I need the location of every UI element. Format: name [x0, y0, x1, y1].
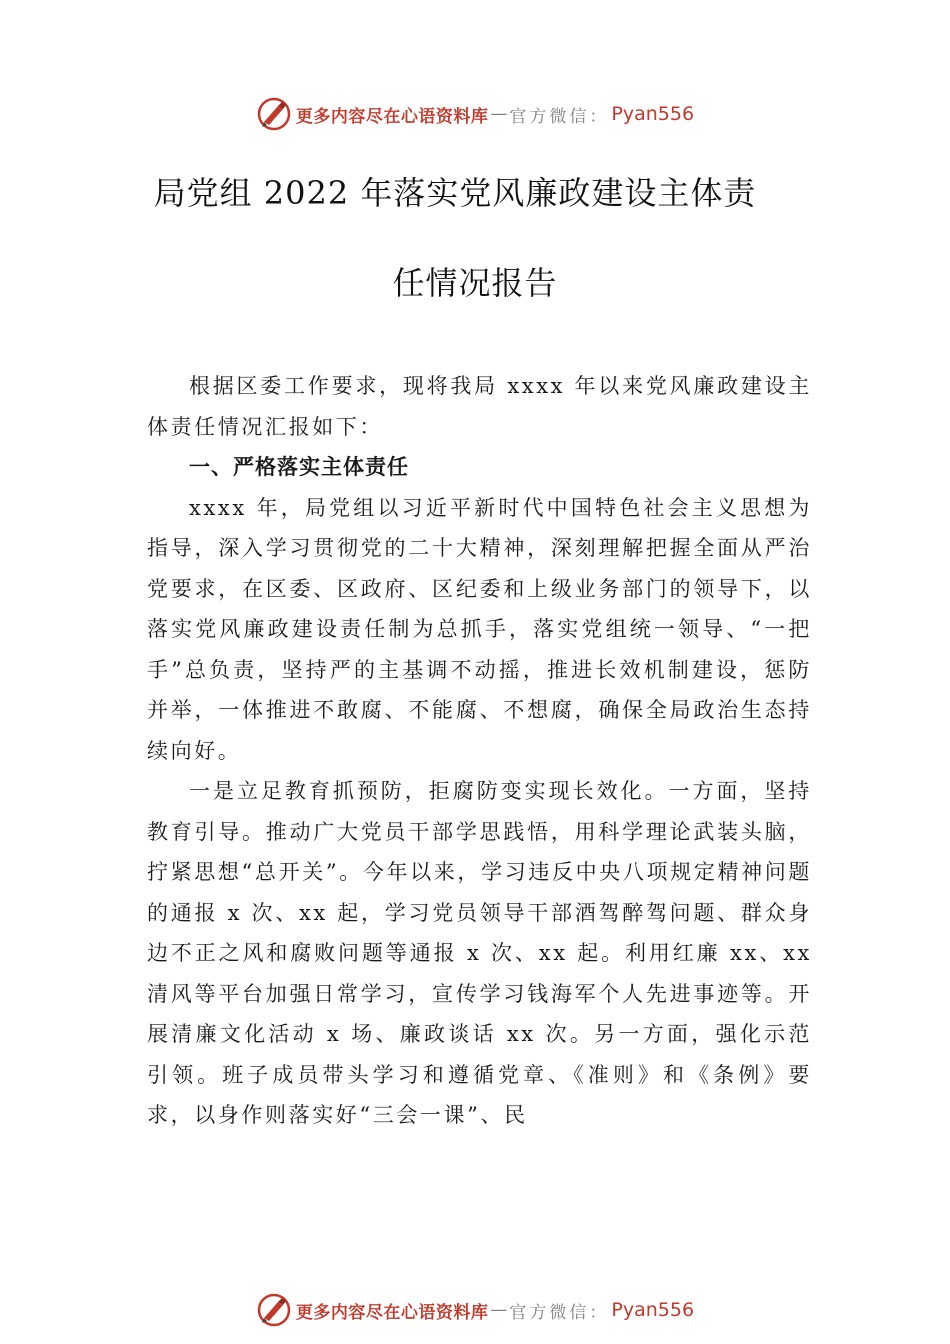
body-paragraph-2: 一是立足教育抓预防，拒腐防变实现长效化。一方面，坚持教育引导。推动广大党员干部学思践悟，用科学理论武装头脑，拧紧思想“总开关”。今年以来，学习违反中央八项规定精神问题的通报 x 次、xx 起，学习党员领导干部酒驾醉驾问题、群众身边不正之风和腐败问题等通报 x 次、xx 起。利用红廉 xx、xx 清风等平台加强日常学习，宣传学习钱海军个人先进事迹等。开展清廉文化活动 x 场、廉政谈话 xx 次。另一方面，强化示范引领。班子成员带头学习和遵循党章、《准则》和《条例》要求，以身作则落实好“三会一课”、民 [147, 779, 812, 1127]
banner-wechat-id: Pyan556 [611, 103, 695, 125]
document-title-line2: 任情况报告 [392, 264, 558, 302]
intro-paragraph: 根据区委工作要求，现将我局 xxxx 年以来党风廉政建设主体责任情况汇报如下： [147, 374, 812, 439]
section-heading: 一、严格落实主体责任 [189, 455, 409, 479]
body-paragraph-1: xxxx 年，局党组以习近平新时代中国特色社会主义思想为指导，深入学习贯彻党的二十大精神，深刻理解把握全面从严治党要求，在区委、区政府、区纪委和上级业务部门的领导下，以落实党风廉政建设责任制为总抓手，落实党组统一领导、“一把手”总负责，坚持严的主基调不动摇，推进长效机制建设，惩防并举，一体推进不敢腐、不能腐、不想腐，确保全局政治生态持续向好。 [147, 495, 812, 763]
pen-logo-icon [256, 96, 292, 132]
header-banner [0, 96, 950, 132]
banner-dash: — [490, 104, 508, 124]
banner-wechat-label: 官方微信： [509, 1302, 610, 1323]
banner-wechat-label: 官方微信： [509, 106, 610, 127]
pen-logo-icon [256, 1292, 292, 1328]
banner-site-text: 更多内容尽在心语资料库 [295, 1302, 489, 1323]
banner-site-text: 更多内容尽在心语资料库 [295, 106, 489, 127]
document-title-line1: 局党组 2022 年落实党风廉政建设主体责 [153, 174, 757, 212]
document-body [147, 366, 812, 1136]
banner-wechat-id: Pyan556 [611, 1299, 695, 1321]
footer-banner [0, 1292, 950, 1328]
banner-dash: — [490, 1300, 508, 1320]
